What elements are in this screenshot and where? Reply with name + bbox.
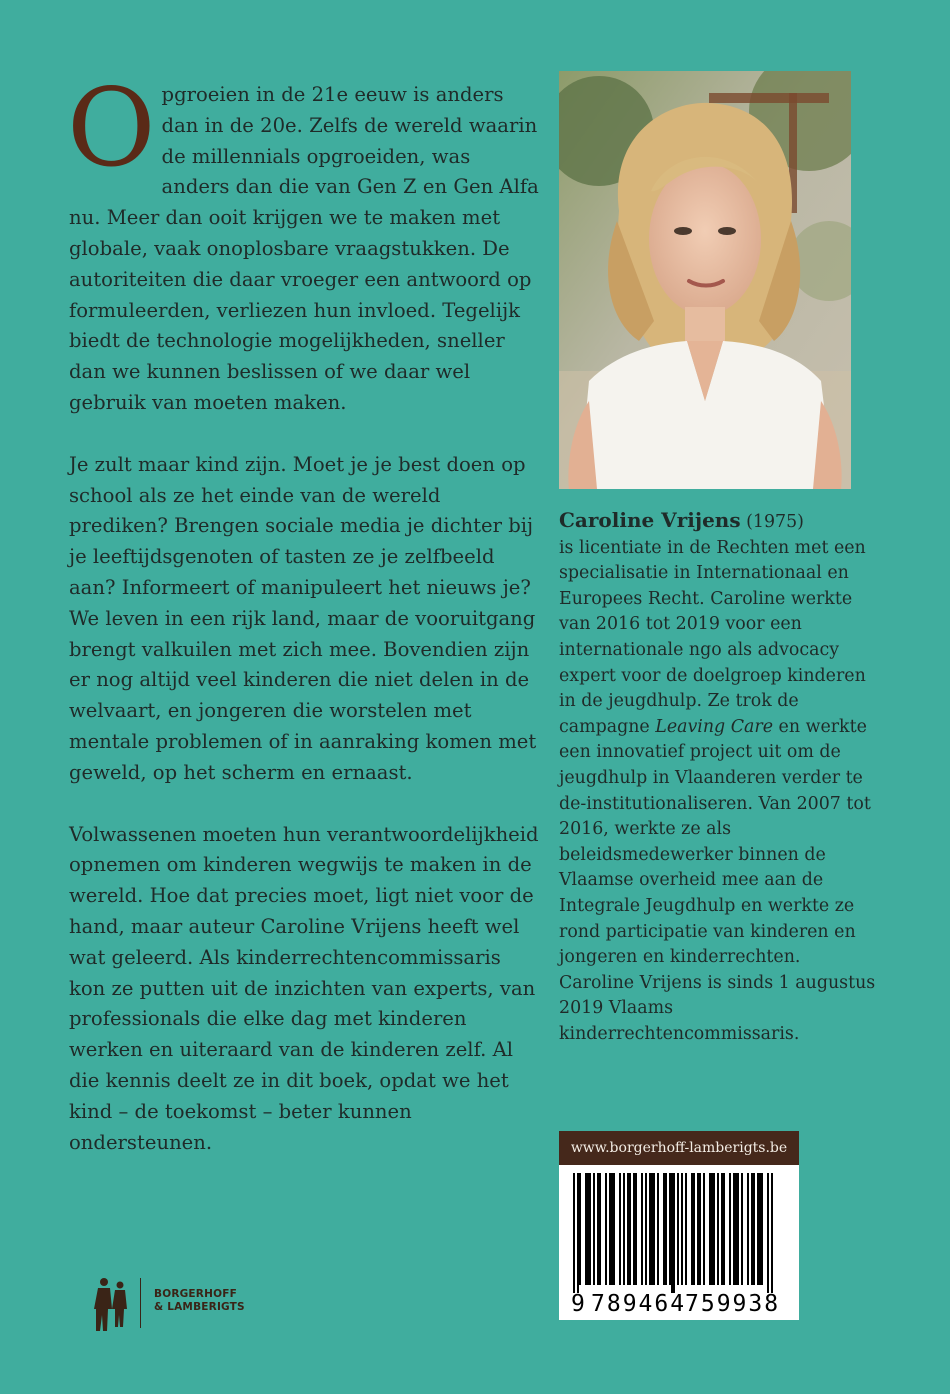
barcode-bar	[613, 1173, 615, 1285]
paragraph-third: Volwassenen moeten hun verantwoordelijkheid opnemen om kinderen wegwijs te maken in de wereld. Hoe dat precies moet, ligt niet voor de hand, maar auteur Caroline Vrijens heeft wel wat geleerd. Als kinderrechtencommissaris kon ze putten uit de inzichten van experts, van professionals die elke dag met kinderen werken en uiteraard van de kinderen zelf. Al die kennis deelt ze in dit boek, opdat we het kind – de toekomst – beter kunnen ondersteunen.	[69, 822, 539, 1154]
barcode-bar	[713, 1173, 715, 1285]
barcode-bar	[729, 1173, 731, 1285]
barcode-graphic	[559, 1165, 799, 1320]
barcode-bar	[757, 1173, 759, 1285]
author-name: Caroline Vrijens	[559, 508, 741, 532]
barcode-bar	[693, 1173, 695, 1285]
barcode-bar	[703, 1173, 705, 1285]
publisher-logo-text: BORGERHOFF & LAMBERIGTS	[154, 1288, 245, 1313]
barcode-bar	[597, 1173, 599, 1285]
barcode-bar	[721, 1173, 723, 1285]
barcode-bar	[649, 1173, 651, 1285]
barcode-bar	[673, 1173, 675, 1293]
barcode-bar	[577, 1173, 579, 1293]
isbn-first-digit: 9	[571, 1291, 585, 1317]
author-bio	[559, 508, 879, 1047]
paragraph-intro-text: pgroeien in de 21e eeuw is anders dan in de 20e. Zelfs de wereld waarin de millennials opgroeiden, was anders dan die van Gen Z en Gen Alfa nu. Meer dan ooit krijgen we te maken met globale, vaak onoplosbare vraagstukken. De autoriteiten die daar vroeger een antwoord op formuleerden, verliezen hun invloed. Tegelijk biedt de technologie mogelijkheden, sneller dan we kunnen beslissen of we daar wel gebruik van moeten maken.	[69, 83, 539, 414]
barcode-bar	[751, 1173, 753, 1285]
author-bio-text-2: en werkte een innovatief project uit om de jeugdhulp in Vlaanderen verder te de-institutionaliseren. Van 2007 tot 2016, werkte ze als beleidsmedewerker binnen de Vlaamse overheid mee aan de Integrale Jeugdhulp en werkte ze rond participatie van kinderen en jongeren en kinderrechten. Caroline Vrijens is sinds 1 augustus 2019 Vlaams kinderrechtencommissaris.	[559, 716, 876, 1044]
isbn-barcode	[559, 1165, 799, 1320]
barcode-bar	[761, 1173, 763, 1285]
barcode-bar	[651, 1173, 653, 1285]
barcode-bar	[735, 1173, 737, 1285]
campaign-title: Leaving Care	[655, 716, 774, 737]
barcode-bar	[619, 1173, 621, 1285]
barcode-bar	[737, 1173, 739, 1285]
logo-divider	[140, 1278, 141, 1328]
barcode-bar	[589, 1173, 591, 1285]
barcode-bar	[605, 1173, 607, 1285]
barcode-bar	[645, 1173, 647, 1285]
barcode-bar	[623, 1173, 625, 1285]
author-bio-text-1: is licentiate in de Rechten met een specialisatie in Internationaal en Europees Recht. Caroline werkte van 2016 tot 2019 voor een internationale ngo als advocacy expert voor de doelgroep kinderen in de jeugdhulp. Ze trok de campagne	[559, 537, 866, 737]
barcode-bar	[611, 1173, 613, 1285]
barcode-bar	[585, 1173, 587, 1285]
barcode-bar	[723, 1173, 725, 1285]
barcode-bar	[599, 1173, 601, 1285]
author-photo	[559, 71, 851, 489]
dropcap-letter: O	[67, 66, 156, 191]
author-birth-year: (1975)	[746, 512, 804, 532]
barcode-bar	[665, 1173, 667, 1285]
barcode-bar	[653, 1173, 655, 1285]
publisher-logo	[88, 1275, 288, 1335]
barcode-bar	[699, 1173, 701, 1285]
back-cover-text	[67, 66, 539, 1189]
isbn-group-left: 789464	[591, 1291, 687, 1317]
author-photo-illustration	[559, 71, 851, 489]
barcode-bar	[691, 1173, 693, 1285]
barcode-bar	[573, 1173, 575, 1293]
barcode-bar	[629, 1173, 631, 1285]
barcode-bar	[635, 1173, 637, 1285]
barcode-bar	[709, 1173, 711, 1285]
barcode-bar	[753, 1173, 755, 1285]
barcode-bar	[685, 1173, 687, 1285]
publisher-website: www.borgerhoff-lamberigts.be	[559, 1131, 799, 1165]
barcode-bar	[717, 1173, 719, 1285]
barcode-bar	[733, 1173, 735, 1285]
barcode-bar	[663, 1173, 665, 1285]
barcode-bar	[697, 1173, 699, 1285]
barcode-bar	[741, 1173, 743, 1285]
barcode-bar	[681, 1173, 683, 1285]
publisher-figures-icon	[88, 1275, 136, 1335]
barcode-bar	[759, 1173, 761, 1285]
barcode-bar	[641, 1173, 643, 1285]
isbn-group-right: 759938	[685, 1291, 781, 1317]
barcode-bar	[633, 1173, 635, 1285]
barcode-bar	[669, 1173, 671, 1285]
barcode-bar	[771, 1173, 773, 1293]
barcode-bar	[767, 1173, 769, 1293]
barcode-bar	[587, 1173, 589, 1285]
barcode-bar	[627, 1173, 629, 1285]
paragraph-second: Je zult maar kind zijn. Moet je je best doen op school als ze het einde van de wereld prediken? Brengen sociale media je dichter bij je leeftijdsgenoten of tasten ze je zelfbeeld aan? Informeert of manipuleert het nieuws je? We leven in een rijk land, maar de vooruitgang brengt valkuilen met zich mee. Bovendien zijn er nog altijd veel kinderen die niet delen in de welvaart, en jongeren die worstelen met mentale problemen of in aanraking komen met geweld, op het scherm en ernaast.	[69, 452, 537, 784]
paragraph-intro	[67, 66, 539, 419]
barcode-bar	[711, 1173, 713, 1285]
barcode-bar	[579, 1173, 581, 1285]
barcode-bar	[657, 1173, 659, 1285]
barcode-bar	[671, 1173, 673, 1293]
barcode-bar	[677, 1173, 679, 1285]
barcode-bar	[593, 1173, 595, 1285]
barcode-bar	[609, 1173, 611, 1285]
barcode-bar	[747, 1173, 749, 1285]
